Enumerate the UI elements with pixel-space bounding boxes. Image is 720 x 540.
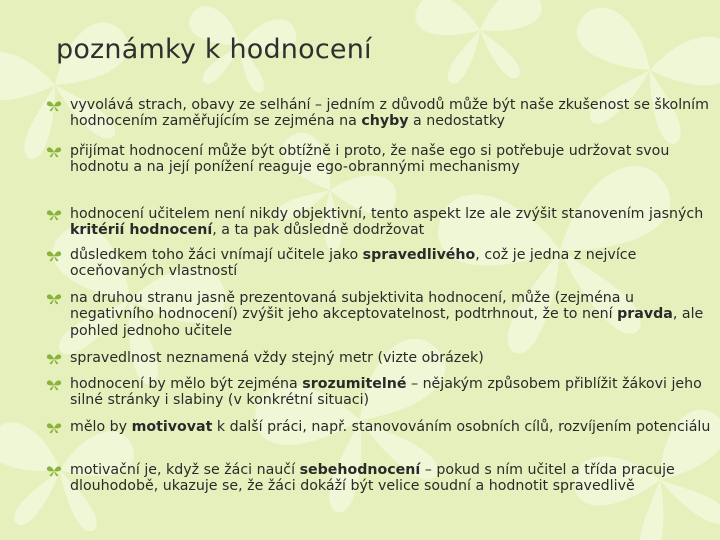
bullet-item: [44, 376, 720, 409]
slide-title: poznámky k hodnocení: [56, 34, 372, 65]
bold-term: motivovat: [131, 419, 213, 435]
bullet-item: [44, 462, 720, 495]
bold-term: kritérií hodnocení: [70, 222, 213, 239]
bold-term: chyby: [361, 113, 409, 130]
text-segment: a nedostatky: [408, 113, 505, 130]
butterfly-icon: [46, 379, 62, 391]
text-segment: na druhou stranu jasně prezentovaná subjektivita hodnocení, může (zejména u negativního hodnocení) zvýšit jeho akceptovatelnost, podtrhnout, že to není: [70, 290, 634, 323]
text-segment: mělo by: [70, 419, 132, 435]
butterfly-icon: [46, 293, 62, 305]
text-segment: důsledkem toho žáci vnímají učitele jako: [70, 247, 363, 263]
text-segment: k další práci, např. stanovováním osobních cílů, rozvíjením potenciálu: [212, 419, 711, 435]
bullet-text: [70, 350, 484, 366]
butterfly-icon: [46, 209, 62, 221]
text-segment: hodnocení by mělo být zejména: [70, 376, 303, 392]
bold-term: srozumitelné: [302, 376, 407, 392]
bullet-text: [70, 462, 675, 494]
butterfly-icon: [46, 465, 62, 477]
bullet-text: [70, 290, 703, 339]
bullet-text: [70, 419, 710, 435]
bullet-item: [44, 206, 720, 239]
bullet-item: [44, 247, 720, 280]
text-segment: , ale pohled jednoho učitele: [70, 306, 704, 339]
text-segment: – nějakým způsobem přiblížit žákovi jeho silné stránky i slabiny (v konkrétní situaci): [70, 376, 702, 409]
bullet-item: [44, 97, 720, 130]
bullet-text: [70, 97, 709, 129]
text-segment: spravedlnost neznamená vždy stejný metr (vizte obrázek): [70, 350, 484, 366]
bold-term: spravedlivého: [362, 247, 476, 263]
text-segment: přijímat hodnocení může být obtížně i proto, že naše ego si potřebuje udržovat svou hodnotu a na její ponížení reaguje ego-obrannými mechanismy: [70, 143, 670, 176]
text-segment: , což je jedna z nejvíce oceňovaných vlastností: [70, 247, 637, 280]
bold-term: pravda: [617, 306, 673, 323]
bullet-item: [44, 143, 720, 176]
butterfly-icon: [46, 353, 62, 365]
bullet-item: [44, 350, 720, 366]
text-segment: – pokud s ním učitel a třída pracuje dlouhodobě, ukazuje se, že žáci dokáží být velice soudní a hodnotit spravedlivě: [70, 462, 675, 495]
bullet-item: [44, 419, 720, 435]
bullet-text: [70, 376, 702, 408]
text-segment: , a ta pak důsledně dodržovat: [212, 222, 425, 239]
bullet-text: [70, 247, 636, 279]
bullet-item: [44, 290, 720, 339]
text-segment: hodnocení učitelem není nikdy objektivní, tento aspekt lze ale zvýšit stanovením jasných: [70, 206, 704, 222]
text-segment: motivační je, když se žáci naučí: [70, 462, 300, 478]
butterfly-icon: [46, 146, 62, 158]
bullet-text: [70, 143, 669, 175]
bullet-text: [70, 206, 703, 238]
butterfly-icon: [46, 422, 62, 434]
butterfly-icon: [46, 100, 62, 112]
text-segment: vyvolává strach, obavy ze selhání – jedním z důvodů může být naše zkušenost se školním hodnocením zaměřujícím se zejména na: [70, 97, 709, 130]
bold-term: sebehodnocení: [299, 462, 421, 478]
butterfly-icon: [46, 250, 62, 262]
